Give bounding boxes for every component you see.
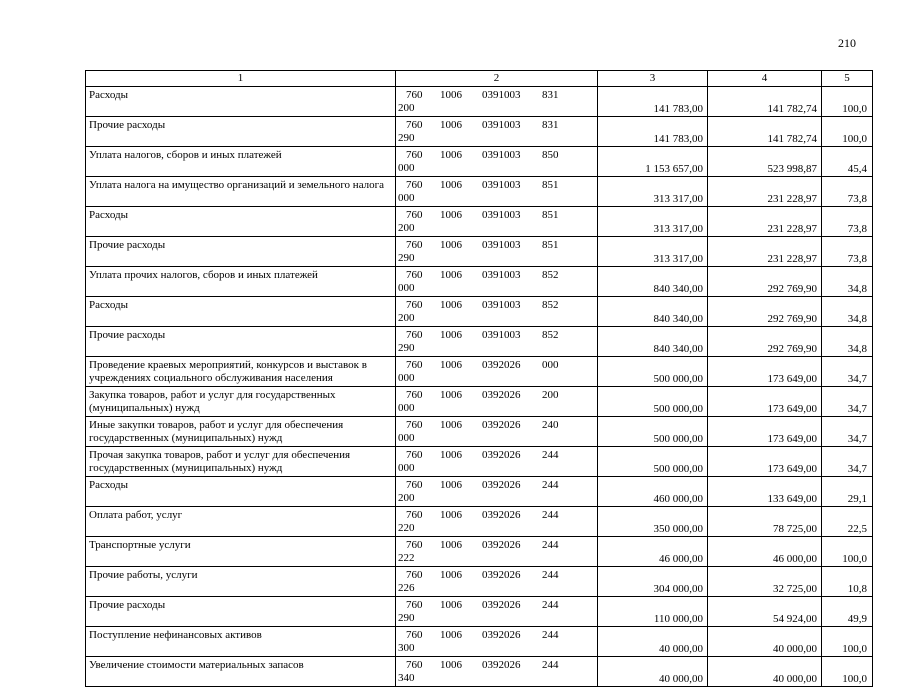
code-kosgu: 200 xyxy=(398,492,415,504)
header-col-2: 2 xyxy=(396,71,598,87)
row-percent: 22,5 xyxy=(822,507,873,537)
code-type: 244 xyxy=(542,629,559,641)
code-kosgu: 220 xyxy=(398,522,415,534)
code-target: 0392026 xyxy=(482,659,521,671)
code-type: 244 xyxy=(542,659,559,671)
table-row xyxy=(86,597,873,627)
table-row xyxy=(86,267,873,297)
row-name: Расходы xyxy=(86,477,396,507)
row-planned: 350 000,00 xyxy=(598,507,708,537)
table-row xyxy=(86,297,873,327)
table-row xyxy=(86,117,873,147)
code-target: 0391003 xyxy=(482,239,521,251)
table-row xyxy=(86,657,873,687)
code-kosgu: 000 xyxy=(398,162,415,174)
code-target: 0391003 xyxy=(482,209,521,221)
code-kosgu: 290 xyxy=(398,252,415,264)
row-code xyxy=(396,327,598,357)
row-executed: 231 228,97 xyxy=(708,237,822,267)
row-percent: 34,8 xyxy=(822,267,873,297)
row-executed: 78 725,00 xyxy=(708,507,822,537)
row-name: Уплата прочих налогов, сборов и иных платежей xyxy=(86,267,396,297)
row-code xyxy=(396,147,598,177)
row-code xyxy=(396,477,598,507)
code-type: 244 xyxy=(542,509,559,521)
code-admin: 760 xyxy=(406,239,423,251)
row-name: Транспортные услуги xyxy=(86,537,396,567)
code-type: 851 xyxy=(542,209,559,221)
row-percent: 34,7 xyxy=(822,447,873,477)
code-kosgu: 000 xyxy=(398,192,415,204)
table-row xyxy=(86,537,873,567)
row-name: Увеличение стоимости материальных запасов xyxy=(86,657,396,687)
code-section: 1006 xyxy=(440,539,462,551)
row-percent: 34,7 xyxy=(822,357,873,387)
header-col-3: 3 xyxy=(598,71,708,87)
code-target: 0391003 xyxy=(482,89,521,101)
code-type: 000 xyxy=(542,359,559,371)
code-section: 1006 xyxy=(440,509,462,521)
row-percent: 34,8 xyxy=(822,327,873,357)
code-admin: 760 xyxy=(406,479,423,491)
row-code xyxy=(396,387,598,417)
row-executed: 523 998,87 xyxy=(708,147,822,177)
table-row xyxy=(86,627,873,657)
row-code xyxy=(396,627,598,657)
code-type: 244 xyxy=(542,539,559,551)
row-percent: 29,1 xyxy=(822,477,873,507)
row-planned: 500 000,00 xyxy=(598,447,708,477)
code-kosgu: 290 xyxy=(398,612,415,624)
code-admin: 760 xyxy=(406,449,423,461)
code-kosgu: 000 xyxy=(398,282,415,294)
row-planned: 313 317,00 xyxy=(598,177,708,207)
header-col-5: 5 xyxy=(822,71,873,87)
row-name: Расходы xyxy=(86,297,396,327)
row-name: Поступление нефинансовых активов xyxy=(86,627,396,657)
row-code xyxy=(396,417,598,447)
code-admin: 760 xyxy=(406,539,423,551)
row-executed: 231 228,97 xyxy=(708,177,822,207)
code-target: 0391003 xyxy=(482,149,521,161)
code-section: 1006 xyxy=(440,629,462,641)
code-target: 0392026 xyxy=(482,599,521,611)
code-target: 0392026 xyxy=(482,629,521,641)
row-name: Расходы xyxy=(86,207,396,237)
row-percent: 45,4 xyxy=(822,147,873,177)
code-admin: 760 xyxy=(406,599,423,611)
row-percent: 100,0 xyxy=(822,87,873,117)
row-code xyxy=(396,207,598,237)
row-code xyxy=(396,87,598,117)
code-kosgu: 000 xyxy=(398,432,415,444)
table-row xyxy=(86,147,873,177)
code-admin: 760 xyxy=(406,329,423,341)
code-target: 0391003 xyxy=(482,179,521,191)
row-executed: 32 725,00 xyxy=(708,567,822,597)
code-target: 0392026 xyxy=(482,419,521,431)
code-section: 1006 xyxy=(440,179,462,191)
row-executed: 173 649,00 xyxy=(708,417,822,447)
row-code xyxy=(396,537,598,567)
code-kosgu: 000 xyxy=(398,372,415,384)
code-kosgu: 290 xyxy=(398,132,415,144)
code-target: 0392026 xyxy=(482,449,521,461)
table-row xyxy=(86,207,873,237)
row-planned: 313 317,00 xyxy=(598,207,708,237)
row-code xyxy=(396,447,598,477)
row-planned: 40 000,00 xyxy=(598,657,708,687)
row-code xyxy=(396,597,598,627)
code-target: 0392026 xyxy=(482,509,521,521)
code-admin: 760 xyxy=(406,659,423,671)
row-executed: 40 000,00 xyxy=(708,627,822,657)
code-type: 240 xyxy=(542,419,559,431)
row-percent: 73,8 xyxy=(822,177,873,207)
code-target: 0392026 xyxy=(482,569,521,581)
code-section: 1006 xyxy=(440,359,462,371)
code-kosgu: 200 xyxy=(398,312,415,324)
row-code xyxy=(396,567,598,597)
row-planned: 500 000,00 xyxy=(598,417,708,447)
code-section: 1006 xyxy=(440,659,462,671)
page-number: 210 xyxy=(838,36,856,50)
code-admin: 760 xyxy=(406,179,423,191)
code-admin: 760 xyxy=(406,359,423,371)
row-planned: 840 340,00 xyxy=(598,327,708,357)
row-percent: 100,0 xyxy=(822,627,873,657)
code-type: 850 xyxy=(542,149,559,161)
row-executed: 173 649,00 xyxy=(708,387,822,417)
code-type: 244 xyxy=(542,479,559,491)
code-target: 0391003 xyxy=(482,119,521,131)
code-admin: 760 xyxy=(406,149,423,161)
code-admin: 760 xyxy=(406,269,423,281)
code-section: 1006 xyxy=(440,419,462,431)
row-code xyxy=(396,357,598,387)
row-planned: 1 153 657,00 xyxy=(598,147,708,177)
code-type: 852 xyxy=(542,329,559,341)
row-executed: 54 924,00 xyxy=(708,597,822,627)
row-percent: 100,0 xyxy=(822,537,873,567)
row-name: Прочие работы, услуги xyxy=(86,567,396,597)
code-section: 1006 xyxy=(440,239,462,251)
code-type: 852 xyxy=(542,299,559,311)
row-executed: 141 782,74 xyxy=(708,87,822,117)
row-code xyxy=(396,117,598,147)
code-target: 0392026 xyxy=(482,389,521,401)
row-planned: 840 340,00 xyxy=(598,267,708,297)
row-planned: 141 783,00 xyxy=(598,117,708,147)
row-name: Прочие расходы xyxy=(86,237,396,267)
row-name: Проведение краевых мероприятий, конкурсов и выставок в учреждениях социального обслуживания населения xyxy=(86,357,396,387)
code-section: 1006 xyxy=(440,119,462,131)
row-planned: 46 000,00 xyxy=(598,537,708,567)
code-type: 244 xyxy=(542,449,559,461)
row-planned: 304 000,00 xyxy=(598,567,708,597)
table-row xyxy=(86,237,873,267)
code-section: 1006 xyxy=(440,89,462,101)
header-col-1: 1 xyxy=(86,71,396,87)
code-admin: 760 xyxy=(406,299,423,311)
row-executed: 231 228,97 xyxy=(708,207,822,237)
row-planned: 110 000,00 xyxy=(598,597,708,627)
budget-table xyxy=(85,70,873,687)
code-section: 1006 xyxy=(440,389,462,401)
table-row xyxy=(86,327,873,357)
header-row xyxy=(86,71,873,87)
row-planned: 40 000,00 xyxy=(598,627,708,657)
code-kosgu: 226 xyxy=(398,582,415,594)
row-planned: 500 000,00 xyxy=(598,387,708,417)
code-section: 1006 xyxy=(440,209,462,221)
code-type: 831 xyxy=(542,89,559,101)
code-kosgu: 200 xyxy=(398,102,415,114)
row-code xyxy=(396,657,598,687)
row-executed: 292 769,90 xyxy=(708,327,822,357)
code-target: 0392026 xyxy=(482,479,521,491)
table-body xyxy=(86,87,873,687)
table-row xyxy=(86,387,873,417)
row-executed: 292 769,90 xyxy=(708,267,822,297)
row-percent: 34,7 xyxy=(822,387,873,417)
row-executed: 40 000,00 xyxy=(708,657,822,687)
row-planned: 500 000,00 xyxy=(598,357,708,387)
code-target: 0391003 xyxy=(482,269,521,281)
row-planned: 460 000,00 xyxy=(598,477,708,507)
row-name: Расходы xyxy=(86,87,396,117)
row-name: Уплата налогов, сборов и иных платежей xyxy=(86,147,396,177)
code-section: 1006 xyxy=(440,329,462,341)
row-percent: 34,7 xyxy=(822,417,873,447)
code-target: 0392026 xyxy=(482,359,521,371)
row-name: Прочие расходы xyxy=(86,597,396,627)
row-code xyxy=(396,507,598,537)
code-kosgu: 000 xyxy=(398,462,415,474)
row-name: Оплата работ, услуг xyxy=(86,507,396,537)
code-kosgu: 340 xyxy=(398,672,415,684)
row-executed: 292 769,90 xyxy=(708,297,822,327)
table-row xyxy=(86,567,873,597)
table-row xyxy=(86,417,873,447)
code-admin: 760 xyxy=(406,629,423,641)
row-percent: 49,9 xyxy=(822,597,873,627)
row-percent: 100,0 xyxy=(822,117,873,147)
table-row xyxy=(86,87,873,117)
row-executed: 46 000,00 xyxy=(708,537,822,567)
code-section: 1006 xyxy=(440,269,462,281)
row-planned: 313 317,00 xyxy=(598,237,708,267)
code-type: 851 xyxy=(542,239,559,251)
row-name: Прочие расходы xyxy=(86,327,396,357)
table-row xyxy=(86,177,873,207)
row-name: Прочие расходы xyxy=(86,117,396,147)
row-planned: 141 783,00 xyxy=(598,87,708,117)
table-row xyxy=(86,477,873,507)
code-type: 200 xyxy=(542,389,559,401)
row-executed: 133 649,00 xyxy=(708,477,822,507)
code-admin: 760 xyxy=(406,89,423,101)
code-kosgu: 000 xyxy=(398,402,415,414)
row-planned: 840 340,00 xyxy=(598,297,708,327)
code-kosgu: 200 xyxy=(398,222,415,234)
code-admin: 760 xyxy=(406,569,423,581)
row-percent: 10,8 xyxy=(822,567,873,597)
row-code xyxy=(396,297,598,327)
code-section: 1006 xyxy=(440,569,462,581)
code-kosgu: 300 xyxy=(398,642,415,654)
table-row xyxy=(86,357,873,387)
code-admin: 760 xyxy=(406,209,423,221)
table-row xyxy=(86,507,873,537)
code-type: 831 xyxy=(542,119,559,131)
row-executed: 141 782,74 xyxy=(708,117,822,147)
code-type: 244 xyxy=(542,569,559,581)
row-code xyxy=(396,237,598,267)
code-target: 0392026 xyxy=(482,539,521,551)
row-code xyxy=(396,177,598,207)
row-percent: 100,0 xyxy=(822,657,873,687)
code-target: 0391003 xyxy=(482,329,521,341)
code-type: 851 xyxy=(542,179,559,191)
row-name: Прочая закупка товаров, работ и услуг для обеспечения государственных (муниципальных) нужд xyxy=(86,447,396,477)
code-type: 244 xyxy=(542,599,559,611)
code-admin: 760 xyxy=(406,389,423,401)
row-name: Иные закупки товаров, работ и услуг для обеспечения государственных (муниципальных) нужд xyxy=(86,417,396,447)
code-admin: 760 xyxy=(406,509,423,521)
row-percent: 73,8 xyxy=(822,237,873,267)
code-kosgu: 222 xyxy=(398,552,415,564)
row-percent: 73,8 xyxy=(822,207,873,237)
code-section: 1006 xyxy=(440,449,462,461)
table-row xyxy=(86,447,873,477)
row-percent: 34,8 xyxy=(822,297,873,327)
code-section: 1006 xyxy=(440,599,462,611)
code-target: 0391003 xyxy=(482,299,521,311)
code-section: 1006 xyxy=(440,479,462,491)
code-kosgu: 290 xyxy=(398,342,415,354)
code-type: 852 xyxy=(542,269,559,281)
code-admin: 760 xyxy=(406,419,423,431)
row-name: Уплата налога на имущество организаций и земельного налога xyxy=(86,177,396,207)
code-admin: 760 xyxy=(406,119,423,131)
row-code xyxy=(396,267,598,297)
header-col-4: 4 xyxy=(708,71,822,87)
row-executed: 173 649,00 xyxy=(708,357,822,387)
row-executed: 173 649,00 xyxy=(708,447,822,477)
code-section: 1006 xyxy=(440,149,462,161)
row-name: Закупка товаров, работ и услуг для государственных (муниципальных) нужд xyxy=(86,387,396,417)
code-section: 1006 xyxy=(440,299,462,311)
